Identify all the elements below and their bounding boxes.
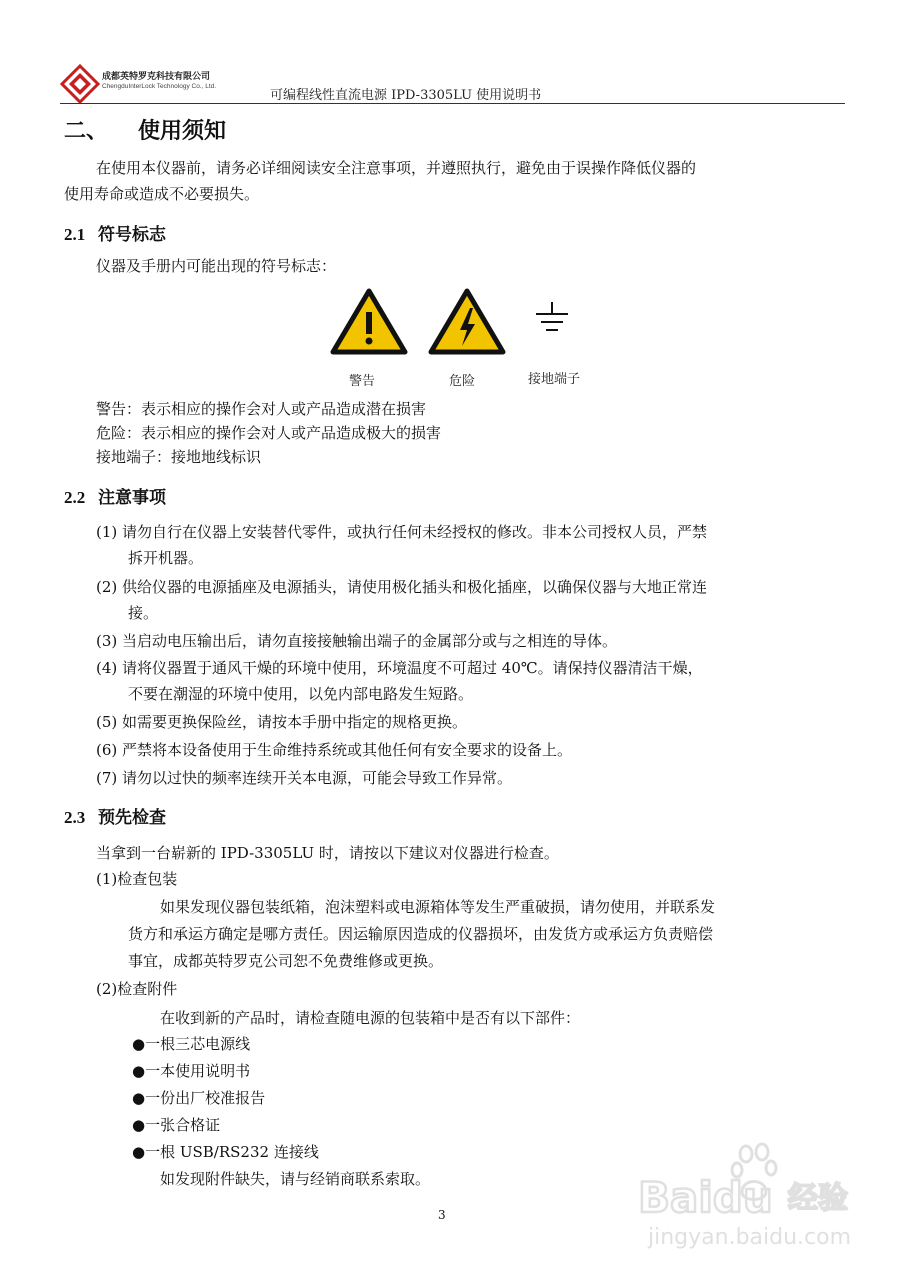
packaging-text-line-1: 如果发现仪器包装纸箱，泡沫塑料或电源箱体等发生严重破损，请勿使用，并联系发 xyxy=(160,898,716,916)
packaging-heading: (1)检查包装 xyxy=(96,870,178,888)
item-marker: (5) xyxy=(96,713,118,731)
company-name-cn: 成都英特罗克科技有限公司 xyxy=(102,72,211,82)
watermark-brand-cn: 经验 xyxy=(788,1181,848,1216)
item-marker: (4) xyxy=(96,659,118,677)
item-text: 如需要更换保险丝，请按本手册中指定的规格更换。 xyxy=(122,713,468,731)
subsection-title: 预先检查 xyxy=(98,808,166,828)
accessory-item: ●一根三芯电源线 xyxy=(132,1035,251,1053)
header-divider xyxy=(60,103,845,104)
item-marker: (3) xyxy=(96,632,118,650)
item-text: 当启动电压输出后，请勿直接接触输出端子的金属部分或与之相连的导体。 xyxy=(122,632,618,650)
subsection-number: 2.3 xyxy=(64,808,86,827)
caution-item-continued: 不要在潮湿的环境中使用，以免内部电路发生短路。 xyxy=(128,685,474,703)
definition-ground: 接地端子：接地地线标识 xyxy=(96,448,262,466)
subsection-number: 2.2 xyxy=(64,488,86,507)
ground-icon xyxy=(532,300,572,340)
warning-icon xyxy=(330,288,408,356)
item-marker: (6) xyxy=(96,741,118,759)
company-name-en: ChengduInterLock Technology Co., Ltd. xyxy=(102,83,217,90)
caution-item xyxy=(96,737,572,763)
definition-danger: 危险：表示相应的操作会对人或产品造成极大的损害 xyxy=(96,424,442,442)
caution-item xyxy=(96,709,467,735)
baidu-watermark xyxy=(638,1140,853,1252)
ground-label: 接地端子 xyxy=(528,372,581,387)
caution-item xyxy=(96,519,707,545)
item-text: 严禁将本设备使用于生命维持系统或其他任何有安全要求的设备上。 xyxy=(122,741,573,759)
document-title: 可编程线性直流电源 IPD-3305LU 使用说明书 xyxy=(270,88,542,103)
item-text: 请勿自行在仪器上安装替代零件，或执行任何未经授权的修改。非本公司授权人员，严禁 xyxy=(122,523,708,541)
definition-warning: 警告：表示相应的操作会对人或产品造成潜在损害 xyxy=(96,400,427,418)
caution-item xyxy=(96,655,703,681)
caution-item xyxy=(96,574,707,600)
subsection-title: 符号标志 xyxy=(98,225,166,245)
caution-item-continued: 拆开机器。 xyxy=(128,549,204,567)
packaging-text-line-2: 货方和承运方确定是哪方责任。因运输原因造成的仪器损坏，由发货方或承运方负责赔偿 xyxy=(128,925,714,943)
accessories-heading: (2)检查附件 xyxy=(96,980,178,998)
item-text: 供给仪器的电源插座及电源插头，请使用极化插头和极化插座，以确保仪器与大地正常连 xyxy=(122,578,708,596)
item-text: 请将仪器置于通风干燥的环境中使用，环境温度不可超过 40℃。请保持仪器清洁干燥， xyxy=(122,659,703,677)
item-text: 请勿以过快的频率连续开关本电源，可能会导致工作异常。 xyxy=(122,769,513,787)
accessories-outro: 如发现附件缺失，请与经销商联系索取。 xyxy=(160,1170,431,1188)
packaging-text-line-3: 事宜，成都英特罗克公司恕不免费维修或更换。 xyxy=(128,952,444,970)
item-marker: (1) xyxy=(96,523,118,541)
warning-label: 警告 xyxy=(349,374,376,389)
caution-item-continued: 接。 xyxy=(128,604,159,622)
danger-icon xyxy=(428,288,506,356)
danger-label: 危险 xyxy=(449,374,476,389)
watermark-url: jingyan.baidu.com xyxy=(648,1225,852,1250)
section-intro-line-1: 在使用本仪器前，请务必详细阅读安全注意事项，并遵照执行，避免由于误操作降低仪器的 xyxy=(96,159,697,177)
subsection-heading-2-3 xyxy=(64,803,166,828)
section-heading xyxy=(64,114,226,145)
item-marker: (7) xyxy=(96,769,118,787)
subsection-heading-2-1 xyxy=(64,220,166,245)
subsection-title: 注意事项 xyxy=(98,488,166,508)
symbols-intro: 仪器及手册内可能出现的符号标志： xyxy=(96,257,337,275)
section-intro-line-2: 使用寿命或造成不必要损失。 xyxy=(64,185,260,203)
accessory-item: ●一份出厂校准报告 xyxy=(132,1089,266,1107)
page-number: 3 xyxy=(438,1208,446,1222)
accessory-item: ●一张合格证 xyxy=(132,1116,221,1134)
company-logo xyxy=(60,64,100,104)
caution-item xyxy=(96,765,512,791)
watermark-brand: Baidu xyxy=(638,1173,773,1222)
section-title: 使用须知 xyxy=(138,119,227,144)
item-marker: (2) xyxy=(96,578,118,596)
subsection-heading-2-2 xyxy=(64,483,166,508)
section-number: 二、 xyxy=(64,119,109,144)
accessories-intro: 在收到新的产品时，请检查随电源的包装箱中是否有以下部件： xyxy=(160,1009,581,1027)
accessory-item: ●一根 USB/RS232 连接线 xyxy=(132,1143,319,1161)
caution-item xyxy=(96,628,617,654)
accessory-item: ●一本使用说明书 xyxy=(132,1062,251,1080)
logo-mark-icon xyxy=(60,64,100,104)
inspection-intro: 当拿到一台崭新的 IPD-3305LU 时，请按以下建议对仪器进行检查。 xyxy=(96,844,559,862)
subsection-number: 2.1 xyxy=(64,225,86,244)
